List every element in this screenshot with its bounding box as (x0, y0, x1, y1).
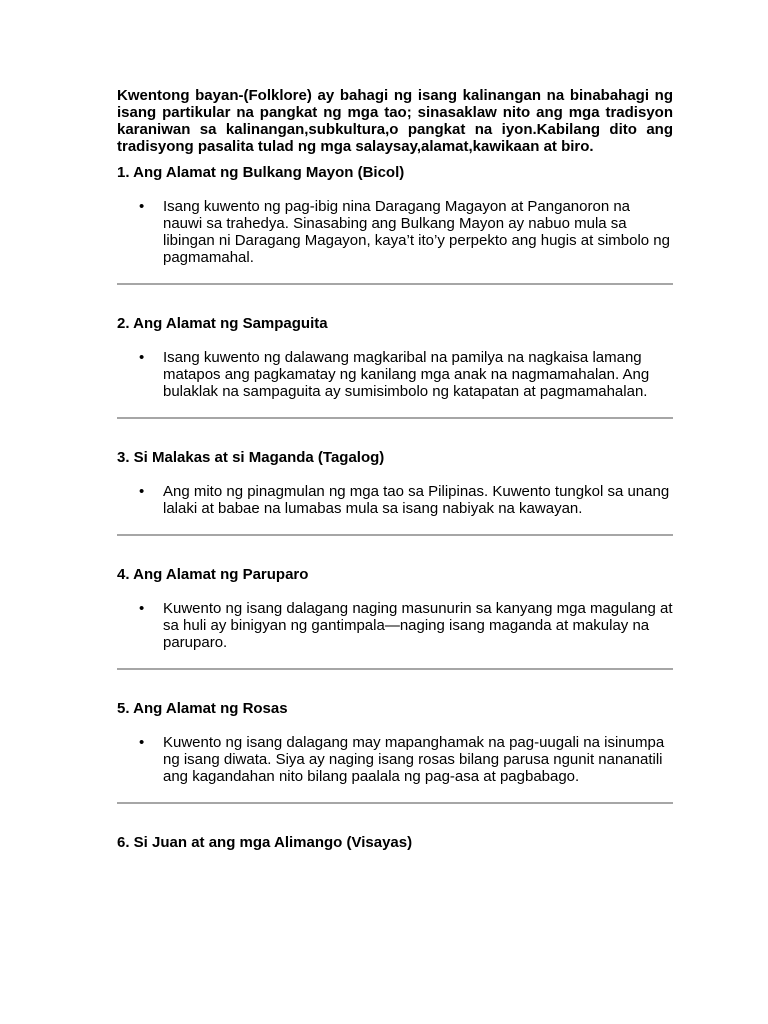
bullet-icon: • (139, 600, 145, 617)
list-item (117, 600, 673, 651)
divider (117, 283, 673, 285)
document-page (117, 87, 673, 851)
bullet-icon: • (139, 198, 145, 215)
section-title-4: 4. Ang Alamat ng Paruparo (117, 566, 309, 583)
section-title-2: 2. Ang Alamat ng Sampaguita (117, 315, 328, 332)
section-title-5: 5. Ang Alamat ng Rosas (117, 700, 288, 717)
section-title-6: 6. Si Juan at ang mga Alimango (Visayas) (117, 834, 413, 851)
list-item (117, 483, 673, 517)
section-title-3: 3. Si Malakas at si Maganda (Tagalog) (117, 449, 385, 466)
divider (117, 417, 673, 419)
bullet-list-4 (117, 600, 673, 651)
bullet-icon: • (139, 349, 145, 366)
list-item (117, 349, 673, 400)
list-item-text: Ang mito ng pinagmulan ng mga tao sa Pilipinas. Kuwento tungkol sa unang lalaki at babae na lumabas mula sa isang nabiyak na kawayan. (163, 483, 670, 517)
bullet-icon: • (139, 483, 145, 500)
list-item (117, 198, 673, 266)
bullet-list-5 (117, 734, 673, 785)
list-item-text: Kuwento ng isang dalagang naging masunurin sa kanyang mga magulang at sa huli ay binigyan ng gantimpala—naging isang maganda at makulay na paruparo. (163, 600, 673, 651)
list-item-text: Kuwento ng isang dalagang may mapanghamak na pag-uugali na isinumpa ng isang diwata. Siya ay naging isang rosas bilang parusa ngunit nananatili ang kagandahan nito bilang paalala ng pag-asa at pagbabago. (163, 734, 665, 785)
bullet-icon: • (139, 734, 145, 751)
divider (117, 802, 673, 804)
divider (117, 668, 673, 670)
bullet-list-1 (117, 198, 673, 266)
divider (117, 534, 673, 536)
list-item-text: Isang kuwento ng dalawang magkaribal na pamilya na nagkaisa lamang matapos ang pagkamatay ng kanilang mga anak na nagmamahalan. Ang bulaklak na sampaguita ay sumisimbolo ng katapatan at pagmamahalan. (163, 349, 650, 400)
section-title-1: 1. Ang Alamat ng Bulkang Mayon (Bicol) (117, 164, 405, 181)
bullet-list-2 (117, 349, 673, 400)
intro-paragraph: Kwentong bayan-(Folklore) ay bahagi ng isang kalinangan na binabahagi ng isang partikular na pangkat ng mga tao; sinasaklaw nito ang mga tradisyon karaniwan sa kalinangan,subkultura,o pangkat na iyon.Kabilang dito ang tradisyong pasalita tulad ng mga salaysay,alamat,kawikaan at biro. (117, 87, 673, 155)
bullet-list-3 (117, 483, 673, 517)
list-item (117, 734, 673, 785)
list-item-text: Isang kuwento ng pag-ibig nina Daragang Magayon at Panganoron na nauwi sa trahedya. Sinasabing ang Bulkang Mayon ay nabuo mula sa libingan ni Daragang Magayon, kaya’t ito’y perpekto ang hugis at simbolo ng pagmamahal. (163, 198, 670, 266)
